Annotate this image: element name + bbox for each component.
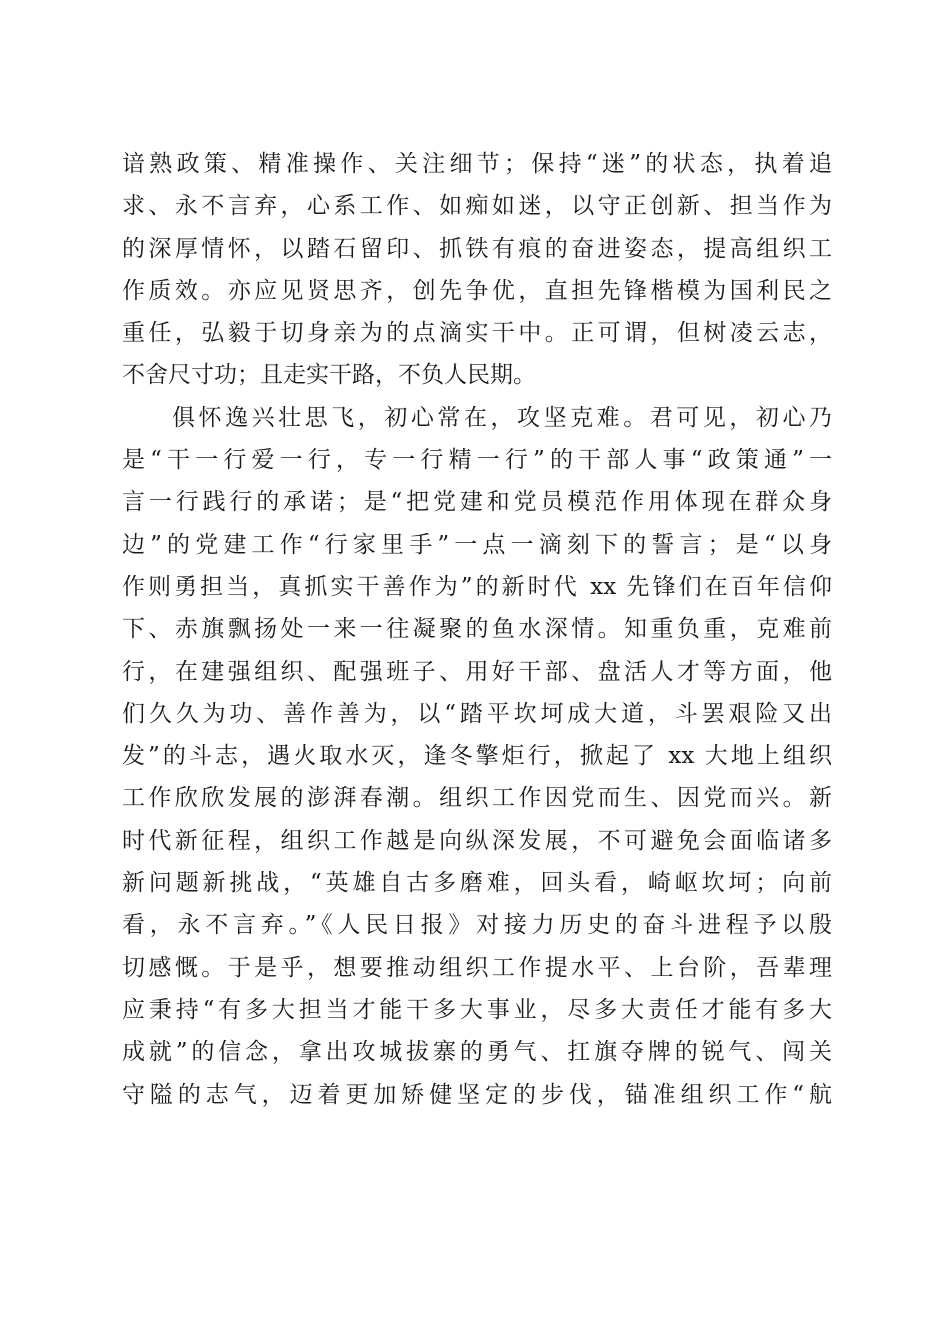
- text-line: 新问题新挑战，“英雄自古多磨难，回头看，崎岖坎坷；向前: [122, 870, 832, 897]
- text-line: 是“干一行爱一行，专一行精一行”的干部人事“政策通”一: [122, 447, 832, 474]
- text-line: 工作欣欣发展的澎湃春潮。组织工作因党而生、因党而兴。新: [122, 785, 832, 812]
- text-line: 言一行践行的承诺；是“把党建和党员模范作用体现在群众身: [122, 489, 832, 516]
- text-line: 看，永不言弃。”《人民日报》对接力历史的奋斗进程予以殷: [122, 912, 832, 939]
- text-line: 谙熟政策、精准操作、关注细节；保持“迷”的状态，执着追: [122, 151, 832, 177]
- text-line: 应秉持“有多大担当才能干多大事业，尽多大责任才能有多大: [122, 996, 832, 1023]
- text-line: 不舍尺寸功；且走实干路，不负人民期。: [122, 362, 536, 389]
- text-line: 们久久为功、善作善为，以“踏平坎坷成大道，斗罢艰险又出: [122, 700, 832, 727]
- text-line: 成就”的信念，拿出攻城拔寨的勇气、扛旗夺牌的锐气、闯关: [122, 1039, 832, 1066]
- text-line: 下、赤旗飘扬处一来一往凝聚的鱼水深情。知重负重，克难前: [122, 616, 832, 643]
- text-line: 发”的斗志，遇火取水灭，逢冬擎炬行，掀起了 xx 大地上组织: [122, 743, 832, 770]
- text-line: 时代新征程，组织工作越是向纵深发展，不可避免会面临诸多: [122, 827, 832, 854]
- text-line: 的深厚情怀，以踏石留印、抓铁有痕的奋进姿态，提高组织工: [122, 235, 832, 262]
- body-text: [122, 143, 832, 1116]
- text-line: 求、永不言弃，心系工作、如痴如迷，以守正创新、担当作为: [122, 193, 832, 220]
- text-line: 行，在建强组织、配强班子、用好干部、盘活人才等方面，他: [122, 658, 832, 685]
- text-line: 切感慨。于是乎，想要推动组织工作提水平、上台阶，吾辈理: [122, 954, 832, 981]
- paragraph: [122, 397, 832, 1116]
- paragraph: [122, 143, 832, 397]
- text-line: 作质效。亦应见贤思齐，创先争优，直担先锋楷模为国利民之: [122, 277, 832, 304]
- text-line: 重任，弘毅于切身亲为的点滴实干中。正可谓，但树凌云志，: [122, 320, 832, 347]
- text-line: 边”的党建工作“行家里手”一点一滴刻下的誓言；是“以身: [122, 531, 832, 558]
- text-line: 作则勇担当，真抓实干善作为”的新时代 xx 先锋们在百年信仰: [122, 573, 832, 600]
- text-line: 守隘的志气，迈着更加矫健坚定的步伐，锚准组织工作“航: [122, 1081, 832, 1108]
- text-line: 俱怀逸兴壮思飞，初心常在，攻坚克难。君可见，初心乃: [172, 404, 832, 431]
